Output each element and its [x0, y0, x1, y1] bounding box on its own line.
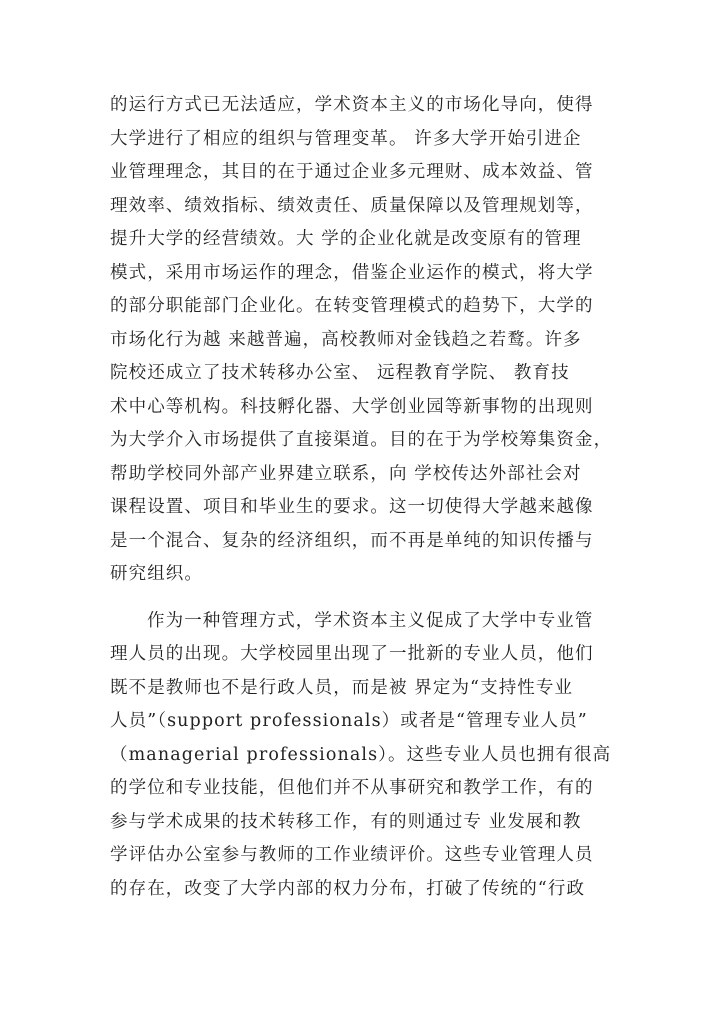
text-line: 既不是教师也不是行政人员，而是被 界定为“支持性专业 [110, 677, 574, 698]
paragraph-2 [110, 605, 620, 907]
text-line: 模式，采用市场运作的理念，借鉴企业运作的模式，将大学 [110, 262, 594, 283]
body-text [110, 89, 620, 906]
text-line: 市场化行为越 来越普遍，高校教师对金钱趋之若鹜。许多 [110, 329, 582, 350]
text-line: 的存在，改变了大学内部的权力分布，打破了传统的“行政 [110, 878, 586, 899]
text-line: 参与学术成果的技术转移工作，有的则通过专 业发展和教 [110, 811, 582, 832]
text-line: 术中心等机构。科技孵化器、大学创业园等新事物的出现则 [110, 396, 594, 417]
text-line: 课程设置、项目和毕业生的要求。这一切使得大学越来越像 [110, 497, 594, 517]
text-line: 学评估办公室参与教师的工作业绩评价。这些专业管理人员 [110, 845, 594, 865]
text-line: 人员”（support professionals）或者是“管理专业人员” [110, 711, 588, 731]
text-line: 是一个混合、复杂的经济组织，而不再是单纯的知识传播与 [110, 530, 594, 551]
text-line: 理人员的出现。大学校园里出现了一批新的专业人员，他们 [110, 644, 594, 664]
text-line: 作为一种管理方式，学术资本主义促成了大学中专业管 [147, 610, 594, 631]
text-line: 的学位和专业技能，但他们并不从事研究和教学工作，有的 [110, 778, 594, 798]
text-line: （managerial professionals）。这些专业人员也拥有很高 [110, 744, 612, 765]
text-line: 理效率、绩效指标、绩效责任、质量保障以及管理规划等， [110, 195, 594, 216]
text-line: 为大学介入市场提供了直接渠道。目的在于为学校筹集资金， [110, 430, 613, 450]
text-line: 的部分职能部门企业化。在转变管理模式的趋势下，大学的 [110, 296, 594, 316]
text-line: 大学进行了相应的组织与管理变革。 许多大学开始引进企 [110, 128, 582, 149]
paragraph-1 [110, 89, 620, 592]
text-line: 帮助学校同外部产业界建立联系，向 学校传达外部社会对 [110, 463, 582, 484]
text-line: 的运行方式已无法适应，学术资本主义的市场化导向，使得 [110, 95, 594, 115]
text-line: 院校还成立了技术转移办公室、 远程教育学院、 教育技 [110, 363, 570, 383]
paragraph-gap [110, 592, 620, 605]
text-line: 业管理理念，其目的在于通过企业多元理财、成本效益、管 [110, 162, 594, 182]
text-line: 研究组织。 [110, 564, 203, 584]
text-line: 提升大学的经营绩效。大 学的企业化就是改变原有的管理 [110, 229, 582, 249]
